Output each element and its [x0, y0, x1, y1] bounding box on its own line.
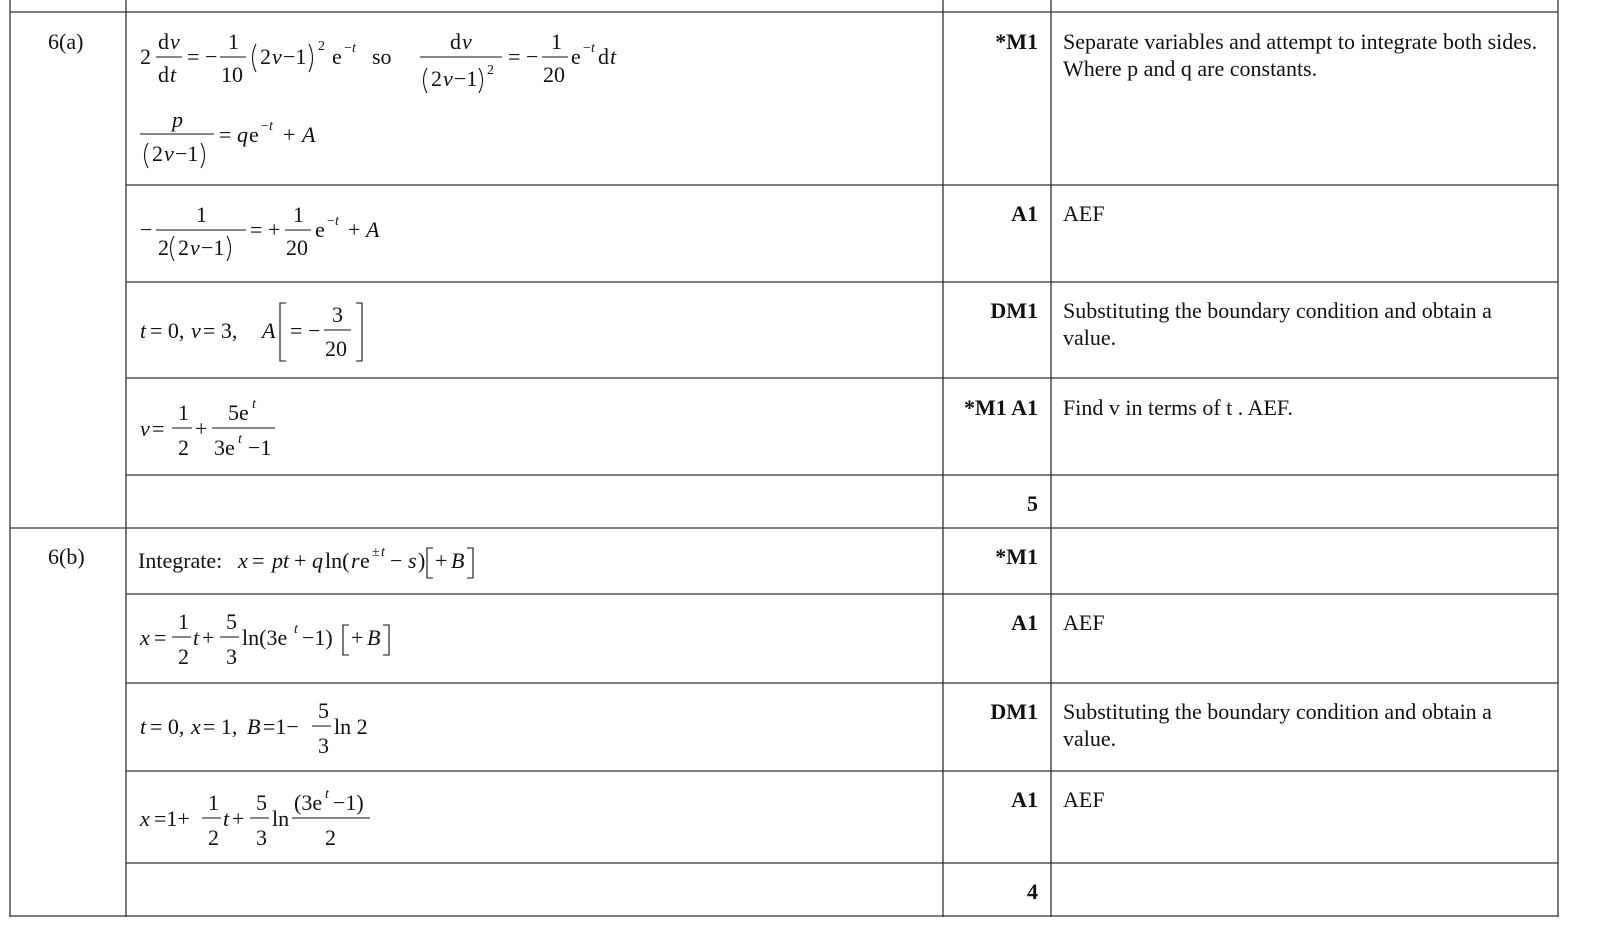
svg-text:v: v [191, 318, 201, 343]
svg-text:ln: ln [272, 806, 290, 831]
integrate-label: Integrate: [138, 548, 223, 573]
mark-6b-3: DM1 [990, 699, 1038, 724]
svg-text:5: 5 [226, 609, 237, 634]
svg-text:2: 2 [178, 235, 189, 260]
svg-text:t: t [140, 318, 147, 343]
question-label-6a: 6(a) [48, 29, 84, 54]
svg-text:+: + [435, 548, 448, 573]
svg-text:2: 2 [208, 825, 219, 850]
svg-text:−1): −1) [333, 790, 364, 815]
svg-text:ln 2: ln 2 [334, 714, 368, 739]
svg-text:2: 2 [152, 141, 163, 166]
svg-text:−: − [390, 548, 403, 573]
svg-text:A: A [366, 217, 380, 242]
svg-text:t: t [325, 787, 329, 802]
svg-text:+: + [348, 217, 361, 242]
svg-text:1: 1 [551, 29, 562, 54]
svg-text:+: + [268, 217, 281, 242]
svg-text:B: B [247, 714, 261, 739]
svg-text:): ) [418, 548, 426, 573]
svg-text:t: t [381, 545, 385, 560]
svg-text:10: 10 [221, 62, 243, 87]
guidance-6b-4: AEF [1063, 787, 1105, 812]
svg-text:=1+: =1+ [154, 806, 190, 831]
svg-text:5: 5 [318, 698, 329, 723]
svg-text:−: − [526, 44, 539, 69]
svg-text:−1): −1) [302, 625, 333, 650]
svg-text:−1: −1 [201, 235, 225, 260]
svg-text:= 1,: = 1, [203, 714, 238, 739]
svg-text:−: − [261, 119, 269, 134]
mark-6b-2: A1 [1011, 610, 1038, 635]
guidance-6a-1: Separate variables and attempt to integrate both sides. Where p and q are constants. [1063, 29, 1538, 81]
svg-text:−: − [327, 214, 335, 229]
question-label-6b: 6(b) [48, 544, 85, 569]
svg-text:−: − [583, 41, 591, 56]
svg-text:p: p [172, 107, 183, 132]
svg-text:t: t [170, 62, 177, 87]
svg-text:+: + [294, 548, 307, 573]
answer-6a-integrated [140, 202, 380, 261]
svg-text:(3e: (3e [294, 790, 323, 815]
answer-6b-final [139, 787, 370, 850]
svg-text:= 3,: = 3, [203, 318, 238, 343]
svg-text:pt: pt [272, 548, 290, 573]
svg-text:s: s [408, 548, 417, 573]
svg-text:3e: 3e [214, 435, 235, 460]
svg-text:2: 2 [318, 39, 325, 54]
guidance-6b-2: AEF [1063, 610, 1105, 635]
svg-text:1: 1 [178, 400, 189, 425]
mark-6b-1: *M1 [995, 544, 1038, 569]
svg-text:2: 2 [140, 44, 151, 69]
svg-text:ln(: ln( [325, 548, 350, 573]
svg-text:x: x [140, 806, 150, 831]
svg-text:±: ± [372, 545, 380, 560]
svg-text:v: v [164, 141, 174, 166]
svg-text:=: = [508, 44, 521, 69]
svg-text:B: B [367, 625, 381, 650]
svg-text:−1: −1 [454, 66, 478, 91]
answer-6b-integrated [139, 609, 389, 669]
svg-text:e: e [360, 548, 370, 573]
svg-text:t: t [591, 41, 595, 56]
svg-text:t: t [294, 622, 298, 637]
guidance-6a-4: Find v in terms of t . AEF. [1063, 395, 1293, 420]
svg-text:−1: −1 [175, 141, 199, 166]
mark-6a-total: 5 [1027, 491, 1038, 516]
mark-6b-total: 4 [1027, 879, 1038, 904]
guidance-6a-2: AEF [1063, 201, 1105, 226]
svg-text:q: q [237, 122, 248, 147]
svg-text:v: v [443, 66, 453, 91]
mark-6a-3: DM1 [990, 298, 1038, 323]
so-word: so [372, 44, 392, 69]
mark-6a-4: *M1 A1 [964, 395, 1038, 420]
svg-text:5: 5 [256, 790, 267, 815]
svg-text:v: v [190, 235, 200, 260]
svg-text:e: e [332, 44, 342, 69]
mark-6a-2: A1 [1011, 201, 1038, 226]
svg-text:e: e [249, 122, 259, 147]
svg-text:t: t [269, 119, 273, 134]
svg-text:−: − [344, 41, 352, 56]
svg-text:=: = [154, 625, 167, 650]
svg-text:5e: 5e [228, 400, 249, 425]
svg-text:2: 2 [431, 66, 442, 91]
svg-text:v: v [272, 44, 282, 69]
svg-text:v: v [462, 29, 472, 54]
svg-text:2: 2 [178, 644, 189, 669]
svg-text:d: d [158, 29, 169, 54]
svg-text:=: = [187, 44, 200, 69]
svg-text:B: B [451, 548, 465, 573]
guidance-6b-3: Substituting the boundary condition and obtain a value. [1063, 699, 1492, 751]
svg-text:−1: −1 [248, 435, 272, 460]
svg-text:A: A [302, 122, 316, 147]
svg-text:2: 2 [260, 44, 271, 69]
svg-text:+: + [283, 122, 296, 147]
answer-6a-boundary [140, 302, 362, 361]
svg-text:2: 2 [487, 63, 494, 78]
mark-6a-1: *M1 [995, 29, 1038, 54]
svg-text:3: 3 [256, 825, 267, 850]
svg-text:t: t [610, 44, 617, 69]
svg-text:d: d [158, 62, 169, 87]
svg-text:−: − [205, 44, 218, 69]
svg-text:+: + [202, 625, 215, 650]
svg-text:1: 1 [208, 790, 219, 815]
svg-text:+: + [195, 416, 208, 441]
svg-text:A: A [262, 318, 276, 343]
svg-text:3: 3 [332, 302, 343, 327]
answer-6b-integrate [138, 545, 473, 578]
svg-text:=: = [250, 217, 263, 242]
svg-text:2: 2 [325, 825, 336, 850]
svg-text:t: t [193, 625, 200, 650]
svg-text:d: d [598, 44, 609, 69]
svg-text:1: 1 [228, 29, 239, 54]
svg-text:1: 1 [178, 609, 189, 634]
answer-6a-general-form [140, 107, 316, 168]
svg-text:2: 2 [158, 235, 169, 260]
svg-text:2: 2 [178, 435, 189, 460]
svg-text:e: e [315, 217, 325, 242]
svg-text:1: 1 [293, 202, 304, 227]
svg-text:=1−: =1− [263, 714, 299, 739]
svg-text:x: x [140, 625, 150, 650]
svg-text:t: t [335, 214, 339, 229]
answer-6a-separate-variables [140, 29, 617, 93]
svg-text:−: − [308, 318, 321, 343]
svg-text:d: d [450, 29, 461, 54]
svg-text:e: e [571, 44, 581, 69]
svg-text:q: q [312, 548, 323, 573]
svg-text:=: = [252, 548, 265, 573]
svg-text:t: t [223, 806, 230, 831]
svg-text:= 0,: = 0, [150, 714, 185, 739]
svg-text:r: r [351, 548, 360, 573]
mark-6b-4: A1 [1011, 787, 1038, 812]
svg-text:ln(3e: ln(3e [242, 625, 288, 650]
svg-text:t: t [140, 714, 147, 739]
svg-text:+: + [232, 806, 245, 831]
svg-text:t: t [238, 432, 242, 447]
svg-text:=: = [290, 318, 303, 343]
svg-text:t: t [352, 41, 356, 56]
svg-text:3: 3 [318, 733, 329, 758]
svg-text:t: t [252, 397, 256, 412]
svg-text:v: v [170, 29, 180, 54]
svg-text:+: + [351, 625, 364, 650]
svg-text:20: 20 [286, 235, 308, 260]
svg-text:20: 20 [325, 336, 347, 361]
svg-text:1: 1 [196, 202, 207, 227]
svg-text:=: = [152, 416, 165, 441]
svg-text:3: 3 [226, 644, 237, 669]
svg-text:=: = [219, 122, 232, 147]
answer-6b-boundary [140, 698, 368, 758]
svg-text:−1: −1 [283, 44, 307, 69]
svg-text:x: x [191, 714, 201, 739]
svg-text:−: − [140, 217, 153, 242]
svg-text:x: x [238, 548, 248, 573]
svg-text:v: v [140, 416, 150, 441]
guidance-6a-3: Substituting the boundary condition and obtain a value. [1063, 298, 1492, 350]
answer-6a-v-in-terms-of-t [140, 397, 275, 460]
svg-text:20: 20 [543, 62, 565, 87]
svg-text:= 0,: = 0, [150, 318, 185, 343]
